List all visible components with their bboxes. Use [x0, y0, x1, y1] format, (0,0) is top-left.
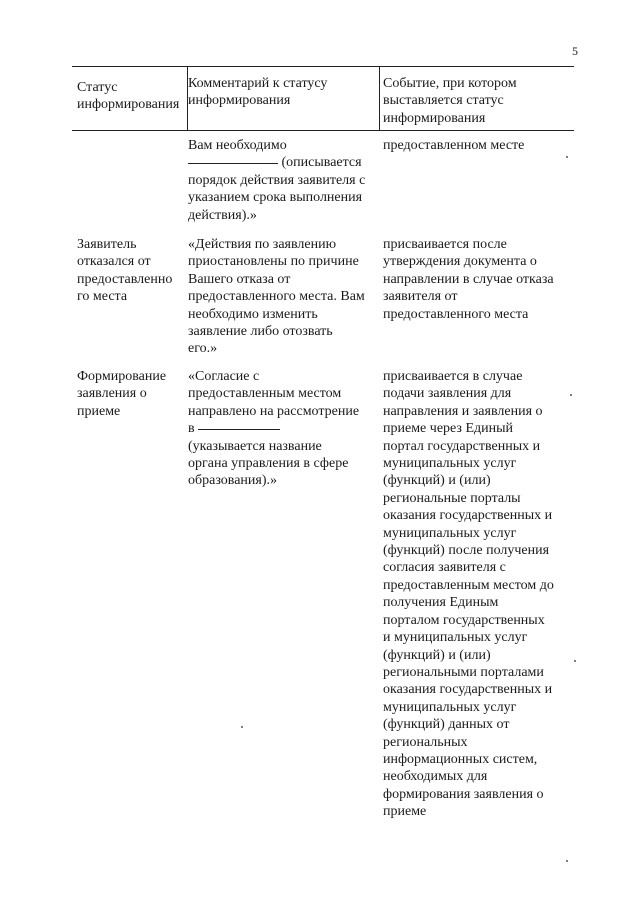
cell-text-line: (функций) и (или) [383, 473, 491, 489]
cell-text-line: заявителя от [383, 289, 458, 305]
row-event-cell [383, 137, 573, 154]
table-header-rule [72, 130, 574, 131]
cell-text-line: (указывается название [188, 438, 322, 454]
header-text-line: информирования [188, 93, 291, 109]
header-text-line: информирования [77, 97, 180, 113]
cell-text-line: присваивается после [383, 237, 507, 252]
cell-text-line: отказался от [77, 254, 151, 270]
cell-text-line: муниципальных услуг [383, 699, 517, 715]
cell-text-line: предоставленным местом [188, 386, 342, 402]
cell-text-line: оказания государственных и [383, 682, 553, 698]
cell-text-line: направления и заявления о [383, 403, 543, 419]
header-text-line: информирования [383, 110, 486, 126]
cell-text-line: приостановлены по причине [188, 254, 359, 270]
scan-speck [566, 860, 568, 862]
cell-text-line: предоставленного места [383, 306, 529, 322]
cell-text-line: оказания государственных и [383, 508, 553, 524]
cell-text-line: указанием срока выполнения [188, 190, 363, 206]
cell-text-line: утверждения документа о [383, 254, 537, 270]
cell-text-line: муниципальных услуг [383, 456, 517, 472]
cell-text-line: Формирование [77, 369, 167, 384]
cell-text-line: Вам необходимо [188, 138, 287, 153]
cell-text-line: региональными порталами [383, 664, 544, 680]
cell-text-line: предоставленного места. Вам [188, 289, 365, 305]
cell-text-line: (функций) данных от [383, 717, 510, 733]
cell-text-line: заявления о [77, 386, 147, 402]
row-comment-cell [188, 137, 382, 224]
cell-text-line: предоставленном месте [383, 138, 525, 153]
header-text-line: Статус [77, 80, 118, 95]
scan-speck [574, 660, 576, 662]
cell-text-line: подачи заявления для [383, 386, 512, 402]
cell-text-fragment: в [188, 421, 195, 437]
cell-text-line: направлено на рассмотрение [188, 403, 360, 419]
cell-text-line: получения Единым [383, 595, 499, 611]
cell-text-line: предоставленно [77, 271, 173, 287]
page-number: 5 [572, 44, 578, 58]
cell-text-line: приеме [77, 403, 121, 419]
blank-fill-line [198, 429, 280, 430]
row-status-cell [77, 236, 187, 306]
row-comment-cell [188, 236, 382, 358]
cell-text-line: необходимых для [383, 769, 488, 785]
header-cell-status [77, 79, 187, 114]
cell-text-line: приеме [383, 804, 427, 820]
cell-text-line: Заявитель [77, 237, 137, 252]
cell-text-line [188, 420, 382, 437]
blank-fill-line [188, 163, 278, 164]
cell-text-line: порталом государственных [383, 612, 545, 628]
cell-text-line: информационных систем, [383, 751, 538, 767]
row-status-cell [77, 368, 187, 420]
cell-text-line: Вашего отказа от [188, 271, 291, 287]
cell-text-line: приеме через Единый [383, 421, 513, 437]
cell-text-line: порядок действия заявителя с [188, 172, 366, 188]
cell-text-line: (функций) и (или) [383, 647, 491, 663]
header-text-line: Комментарий к статусу [188, 76, 328, 91]
cell-text-line: «Действия по заявлению [188, 237, 337, 252]
cell-text-line: образования).» [188, 473, 278, 489]
table-top-rule [72, 66, 574, 67]
cell-text-line: органа управления в сфере [188, 456, 349, 472]
cell-text-line: согласия заявителя с [383, 560, 506, 576]
cell-text-line: направлении в случае отказа [383, 271, 554, 287]
row-event-cell [383, 236, 573, 323]
scan-speck [570, 394, 572, 396]
cell-text-line: его.» [188, 341, 218, 357]
row-comment-cell [188, 368, 382, 490]
scan-speck [241, 726, 243, 728]
header-cell-comment [188, 75, 382, 110]
cell-text-line [188, 154, 382, 171]
header-text-line: Событие, при котором [383, 76, 517, 91]
cell-text-line: портал государственных и [383, 438, 541, 454]
cell-text-line: заявление либо отозвать [188, 324, 333, 340]
cell-text-line: предоставленным местом до [383, 577, 554, 593]
cell-text-line: (функций) после получения [383, 543, 550, 559]
cell-text-line: муниципальных услуг [383, 525, 517, 541]
row-event-cell [383, 368, 573, 821]
cell-text-line: необходимо изменить [188, 306, 318, 322]
cell-text-line: го места [77, 289, 128, 305]
header-text-line: выставляется статус [383, 93, 504, 109]
cell-text-line: и муниципальных услуг [383, 630, 528, 646]
cell-text-line: «Согласие с [188, 369, 260, 384]
cell-text-line: региональные порталы [383, 490, 521, 506]
header-cell-event [383, 75, 573, 127]
cell-text-fragment: (описывается [281, 155, 362, 171]
scan-speck [566, 156, 568, 158]
cell-text-line: формирования заявления о [383, 786, 544, 802]
cell-text-line: региональных [383, 734, 468, 750]
cell-text-line: действия).» [188, 207, 257, 223]
cell-text-line: присваивается в случае [383, 369, 523, 384]
